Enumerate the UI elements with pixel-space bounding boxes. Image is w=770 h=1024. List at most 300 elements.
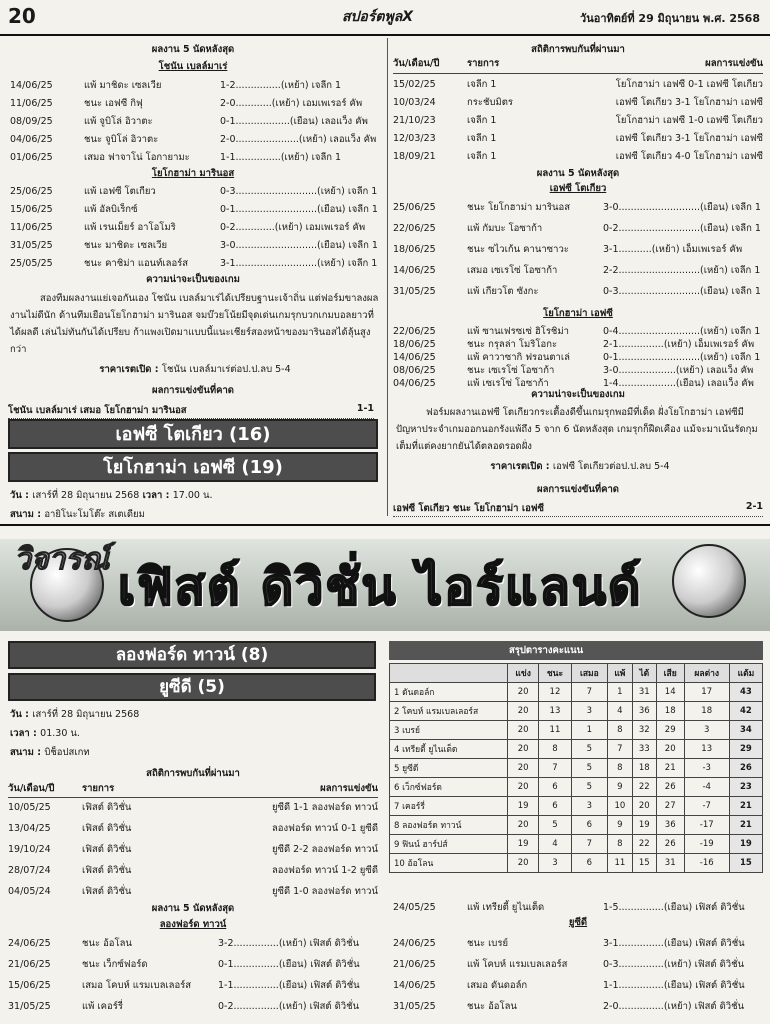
result-row [8, 976, 378, 996]
standings-cell: 23 [729, 778, 762, 797]
standings-title: สรุปตารางคะแนน [389, 641, 763, 660]
left-analysis-title: ความน่าจะเป็นของเกม [146, 274, 240, 285]
standings-row [390, 778, 763, 797]
result-row [393, 75, 763, 95]
result-team: ชนะ อ้อโลน [82, 938, 132, 949]
standings-cell: 18 [632, 759, 656, 778]
right-analysis-text: ฟอร์มผลงานเอฟซี โตเกียวกระเตื้องดีขึ้นเกมรุกพอมีที่เด็ด ฝั่งโยโกฮาม่า เอฟซีมีปัญหาประจำเกมออกนอกรังแพ้ถึง 5 จาก 6 นัดหลังสุด เกมรุกก็ฝืดเคือง แม้จะมาเน้นรัดกุมเต็มที่แต่คงยากยันได้ตลอดรอดฝั่ง [396, 407, 758, 452]
standings-cell: 13 [539, 702, 571, 721]
standings-cell: 20 [508, 854, 539, 873]
standings-cell: 21 [729, 816, 762, 835]
left-price: ราคาเรตเปิด : โชนัน เบลล์มาเร่ต่อป.ป.ลบ 5-4 [99, 364, 291, 375]
result-score: 0-1..................(เยือน) เลอแว็ง คัพ [220, 116, 368, 127]
result-row [393, 129, 763, 149]
standings-team: 7 เคอร์รี่ [390, 797, 508, 816]
result-score: 0-3...........................(เหย้า) เจลีก 1 [220, 186, 378, 197]
bottom-date: วัน : เสาร์ที่ 28 มิถุนายน 2568 [10, 709, 140, 720]
result-row [393, 934, 763, 954]
result-team: แพ้ เคอร์รี่ [82, 1001, 123, 1012]
right-h2h-head: วัน/เดือน/ปี รายการ ผลการแข่งขัน [393, 56, 763, 74]
standings-cell: 7 [608, 740, 633, 759]
result-team: ชนะ เบรย์ [467, 938, 509, 949]
result-date: 14/06/25 [393, 352, 436, 363]
result-date: 04/06/25 [393, 378, 436, 389]
standings-row [390, 835, 763, 854]
result-score: 2-0............(เหย้า) เอมเพเรอร์ คัพ [220, 98, 363, 109]
standings-cell: 15 [729, 854, 762, 873]
standings-row [390, 702, 763, 721]
right-predict: เอฟซี โตเกียว ชนะ โยโกฮาม่า เอฟซี 2-1 [393, 501, 763, 517]
standings-row [390, 816, 763, 835]
standings-cell: 20 [632, 797, 656, 816]
result-date: 18/06/25 [393, 339, 436, 350]
standings-cell: 32 [632, 721, 656, 740]
standings-cell: 20 [508, 740, 539, 759]
result-row [393, 93, 763, 113]
left-team-b: โยโกฮาม่า มารินอส [151, 168, 235, 179]
result-date: 24/06/25 [393, 938, 436, 949]
bottom-team-away: ยูซีดี (5) [8, 673, 376, 701]
result-team: แพ้ เกียวโต ซังกะ [467, 286, 539, 297]
result-row [10, 94, 376, 114]
result-row [10, 182, 376, 202]
standings-cell: 34 [729, 721, 762, 740]
result-date: 24/05/25 [393, 902, 436, 913]
right-analysis-title: ความน่าจะเป็นของเกม [531, 389, 625, 400]
standings-cell: 20 [508, 759, 539, 778]
left-analysis-text: สองทีมผลงานแย่เจอกันเอง โชนัน เบลล์มาเร่ได้เปรียบฐานะเจ้าถิ่น แต่ฟอร์มขาลงผลงานไม่ดีนัก ด้านทีมเยือนโยโกฮาม่า มารินอส จมบ๊วยโน้ยมีจุดเด่นเกมรุกบวกเกมบอลยาวที่ได้ผลดี เล่นไม่ทันกันได้เปรียบ ก้าแพงเปิดมาแบบนี้แนะเชียร์สองหน้าของมารินอสได้ลุ้นสูงกว่า [10, 293, 379, 355]
standings-cell: 3 [684, 721, 729, 740]
standings-cell: 31 [656, 854, 684, 873]
standings-row [390, 759, 763, 778]
standings-header-cell: ชนะ [539, 664, 571, 683]
bottom-time: เวลา : 01.30 น. [10, 728, 80, 739]
standings-cell: 20 [508, 721, 539, 740]
result-team: ชนะ เซเรโซ่ โอซาก้า [467, 365, 555, 376]
result-score: 1-1...............(เยือน) เฟิสต์ ดิวิชั่น [603, 980, 745, 991]
result-score: 2-1...............(เหย้า) เอ็มเพเรอร์ คัพ [603, 339, 755, 350]
right-h2h-title: สถิติการพบกันที่ผ่านมา [531, 44, 625, 55]
standings-cell: 29 [656, 721, 684, 740]
standings-cell: 36 [656, 816, 684, 835]
result-date: 15/02/25 [393, 79, 436, 90]
result-row [10, 218, 376, 238]
result-row [8, 798, 378, 818]
result-date: 12/03/23 [393, 133, 436, 144]
result-team: แพ้ เซเรโซ่ โอซาก้า [467, 378, 549, 389]
right-price: ราคาเรตเปิด : เอฟซี โตเกียวต่อป.ป.ลบ 5-4 [490, 461, 670, 472]
result-date: 31/05/25 [393, 1001, 436, 1012]
standings-cell: 11 [608, 854, 633, 873]
result-team: แพ้ จูบิโล่ อิวาตะ [84, 116, 153, 127]
result-score: 2-0...............(เหย้า) เฟิสต์ ดิวิชั่น [603, 1001, 745, 1012]
result-team: แพ้ เอฟซี โตเกียว [84, 186, 156, 197]
standings-cell: 3 [571, 702, 607, 721]
result-team: แพ้ มาชิดะ เซลเวีย [84, 80, 162, 91]
standings-table [389, 663, 763, 873]
bottom-h2h-head: วัน/เดือน/ปี รายการ ผลการแข่งขัน [8, 781, 378, 798]
result-team: ชนะ มาชิดะ เซลเวีย [84, 240, 168, 251]
standings-cell: 18 [684, 702, 729, 721]
standings-cell: -16 [684, 854, 729, 873]
result-score: 0-1...........................(เยือน) เจลีก 1 [220, 204, 378, 215]
bottom-team-home: ลองฟอร์ด ทาวน์ (8) [8, 641, 376, 669]
standings-cell: 6 [571, 816, 607, 835]
standings-cell: 4 [608, 702, 633, 721]
standings-cell: 1 [571, 721, 607, 740]
result-team: เฟิสต์ ดิวิชั่น [82, 865, 132, 876]
standings-cell: 19 [508, 835, 539, 854]
standings-cell: 18 [656, 702, 684, 721]
result-score: 0-3...........................(เยือน) เจลีก 1 [603, 286, 761, 297]
result-score: 0-1...............(เยือน) เฟิสต์ ดิวิชั่น [218, 959, 360, 970]
standings-cell: -19 [684, 835, 729, 854]
standings-cell: 9 [608, 778, 633, 797]
result-team: เฟิสต์ ดิวิชั่น [82, 886, 132, 897]
result-date: 04/06/25 [10, 134, 53, 145]
result-row [10, 76, 376, 96]
standings-cell: 11 [539, 721, 571, 740]
result-score: 1-5...............(เยือน) เฟิสต์ ดิวิชั่น [603, 902, 745, 913]
result-team: ชนะ กรุลล่า โมริโอกะ [467, 339, 558, 350]
standings-cell: 13 [684, 740, 729, 759]
standings-cell: 4 [539, 835, 571, 854]
standings-cell: 19 [508, 797, 539, 816]
result-team: เสมอ เซเรโซ่ โอซาก้า [467, 265, 558, 276]
result-team: เจลีก 1 [467, 133, 497, 144]
standings-cell: 3 [539, 854, 571, 873]
standings-header-cell: ได้ [632, 664, 656, 683]
result-team: เสมอ ดันดอล์ก [467, 980, 528, 991]
result-date: 13/04/25 [8, 823, 51, 834]
result-date: 10/03/24 [393, 97, 436, 108]
standings-cell: 5 [571, 778, 607, 797]
standings-header-cell: ผลต่าง [684, 664, 729, 683]
standings-team: 2 โคบห์ แรมเบลเลอร์ส [390, 702, 508, 721]
result-date: 31/05/25 [393, 286, 436, 297]
newspaper-logo: สปอร์ตพูลX [342, 9, 414, 25]
result-team: ชนะ คาชิม่า แอนท์เลอร์ส [84, 258, 189, 269]
result-score: 3-2...............(เหย้า) เฟิสต์ ดิวิชั่น [218, 938, 360, 949]
result-team: ชนะ เอฟซี กิฟุ [84, 98, 143, 109]
result-row [10, 236, 376, 256]
bottom-team-b: ยูซีดี [568, 917, 588, 928]
right-predict-title: ผลการแข่งขันที่คาด [537, 484, 619, 495]
standings-cell: 3 [571, 797, 607, 816]
standings-cell: 7 [571, 835, 607, 854]
standings-cell: 6 [539, 797, 571, 816]
result-team: ชนะ เว็กซ์ฟอร์ด [82, 959, 148, 970]
result-date: 15/06/25 [8, 980, 51, 991]
standings-team: 3 เบรย์ [390, 721, 508, 740]
result-row [8, 840, 378, 860]
standings-team: 4 เทรียตี้ ยูไนเต็ด [390, 740, 508, 759]
result-row [10, 200, 376, 220]
result-date: 25/05/25 [10, 258, 53, 269]
result-row [393, 219, 763, 239]
standings-cell: 15 [632, 854, 656, 873]
standings-row [390, 797, 763, 816]
standings-cell: 8 [608, 721, 633, 740]
bottom-team-a: ลองฟอร์ด ทาวน์ [159, 919, 227, 930]
left-team-a: โชนัน เบลล์มาเร่ [158, 61, 228, 72]
result-row [393, 240, 763, 260]
result-score: ลองฟอร์ด ทาวน์ 0-1 ยูซีดี [271, 823, 378, 834]
result-score: 0-2.............(เหย้า) เอมเพเรอร์ คัพ [220, 222, 366, 233]
result-score: ยูซีดี 1-1 ลองฟอร์ด ทาวน์ [271, 802, 378, 813]
standings-header-cell: แพ้ [608, 664, 633, 683]
standings-cell: 5 [571, 759, 607, 778]
standings-cell: 20 [508, 816, 539, 835]
result-team: ชนะ อ้อโลน [467, 1001, 517, 1012]
result-date: 25/06/25 [10, 186, 53, 197]
result-row [8, 882, 378, 902]
result-team: กระชับมิตร [467, 97, 513, 108]
result-row [8, 955, 378, 975]
left-last5-title: ผลงาน 5 นัดหลังสุด [151, 44, 235, 55]
standings-cell: 22 [632, 835, 656, 854]
result-date: 25/06/25 [393, 202, 436, 213]
standings-team: 5 ยูซีดี [390, 759, 508, 778]
result-score: ยูซีดี 1-0 ลองฟอร์ด ทาวน์ [271, 886, 378, 897]
standings-header-cell: เสีย [656, 664, 684, 683]
result-date: 19/10/24 [8, 844, 51, 855]
standings-cell: 8 [539, 740, 571, 759]
result-row [10, 112, 376, 132]
result-row [393, 976, 763, 996]
standings-cell: 26 [656, 778, 684, 797]
result-score: 2-2...........................(เหย้า) เจลีก 1 [603, 265, 761, 276]
standings-cell: -3 [684, 759, 729, 778]
standings-cell: 9 [608, 816, 633, 835]
result-date: 08/09/25 [10, 116, 53, 127]
result-row [8, 819, 378, 839]
result-date: 14/06/25 [393, 980, 436, 991]
result-date: 10/05/25 [8, 802, 51, 813]
standings-row [390, 683, 763, 702]
standings-cell: 12 [539, 683, 571, 702]
match-venue: สนาม : อายิโนะโมโต๊ะ สเตเดียม [10, 509, 145, 520]
result-date: 18/06/25 [393, 244, 436, 255]
standings-team: 9 ฟินน์ ฮาร์ปส์ [390, 835, 508, 854]
standings-row [390, 740, 763, 759]
result-team: เฟิสต์ ดิวิชั่น [82, 823, 132, 834]
standings-cell: -17 [684, 816, 729, 835]
result-score: เอฟซี โตเกียว 3-1 โยโกฮาม่า เอฟซี [615, 133, 763, 144]
banner-subtitle: วิจารณ์ [14, 542, 110, 577]
result-date: 11/06/25 [10, 98, 53, 109]
result-score: เอฟซี โตเกียว 3-1 โยโกฮาม่า เอฟซี [615, 97, 763, 108]
result-date: 15/06/25 [10, 204, 53, 215]
result-team: เจลีก 1 [467, 151, 497, 162]
standings-cell: 1 [608, 683, 633, 702]
result-score: 3-0...........................(เยือน) เจลีก 1 [603, 202, 761, 213]
result-score: 0-4...........................(เหย้า) เจลีก 1 [603, 326, 761, 337]
football-icon-right [672, 544, 746, 618]
result-team: แพ้ ซานเฟรซเซ่ ฮิโรชิม่า [467, 326, 569, 337]
issue-date: วันอาทิตย์ที่ 29 มิถุนายน พ.ศ. 2568 [580, 12, 760, 25]
result-score: 0-1...........................(เหย้า) เจลีก 1 [603, 352, 761, 363]
result-team: เฟิสต์ ดิวิชั่น [82, 802, 132, 813]
result-score: 2-0.....................(เหย้า) เลอแว็ง คัพ [220, 134, 377, 145]
result-score: 3-1...........(เหย้า) เอ็มเพเรอร์ คัพ [603, 244, 743, 255]
result-team: เสมอ โคบห์ แรมเบลเลอร์ส [82, 980, 192, 991]
result-row [393, 997, 763, 1017]
result-team: แพ้ กัมบะ โอซาก้า [467, 223, 543, 234]
standings-team: 8 ลองฟอร์ด ทาวน์ [390, 816, 508, 835]
result-date: 22/06/25 [393, 223, 436, 234]
standings-header-cell: แต้ม [729, 664, 762, 683]
result-date: 28/07/24 [8, 865, 51, 876]
result-row [8, 934, 378, 954]
result-row [8, 861, 378, 881]
result-score: โยโกฮาม่า เอฟซี 0-1 เอฟซี โตเกียว [615, 79, 763, 90]
standings-cell: 20 [508, 778, 539, 797]
standings-cell: 20 [656, 740, 684, 759]
result-date: 31/05/25 [8, 1001, 51, 1012]
standings-row [390, 721, 763, 740]
result-team: แพ้ เทรียตี้ ยูไนเต็ด [467, 902, 545, 913]
result-score: 1-1...............(เยือน) เฟิสต์ ดิวิชั่น [218, 980, 360, 991]
standings-cell: 42 [729, 702, 762, 721]
result-score: เอฟซี โตเกียว 4-0 โยโกฮาม่า เอฟซี [615, 151, 763, 162]
result-date: 11/06/25 [10, 222, 53, 233]
standings-cell: -4 [684, 778, 729, 797]
standings-cell: 19 [729, 835, 762, 854]
standings-cell: 27 [656, 797, 684, 816]
result-team: ชนะ ซไวเก้น คานาซาวะ [467, 244, 569, 255]
result-row [10, 254, 376, 274]
bottom-last5-title: ผลงาน 5 นัดหลังสุด [151, 903, 235, 914]
standings-cell: 6 [571, 854, 607, 873]
standings-cell: 26 [729, 759, 762, 778]
result-row [393, 198, 763, 218]
page-number: 20 [8, 4, 36, 28]
result-team: เสมอ ฟาจาโน่ โอกายามะ [84, 152, 190, 163]
result-row [10, 148, 376, 168]
standings-header-cell: เสมอ [571, 664, 607, 683]
result-date: 21/06/25 [8, 959, 51, 970]
standings-cell: 7 [571, 683, 607, 702]
result-date: 18/09/21 [393, 151, 436, 162]
result-row [8, 997, 378, 1017]
left-predict: โชนัน เบลล์มาเร่ เสมอ โยโกฮาม่า มารินอส 1-1 [8, 403, 374, 419]
standings-cell: -7 [684, 797, 729, 816]
standings-cell: 20 [508, 683, 539, 702]
result-score: ยูซีดี 2-2 ลองฟอร์ด ทาวน์ [271, 844, 378, 855]
result-team: เจลีก 1 [467, 115, 497, 126]
standings-cell: 6 [539, 778, 571, 797]
standings-cell: 7 [539, 759, 571, 778]
result-date: 22/06/25 [393, 326, 436, 337]
result-team: แพ้ เรนเม็ยร์ อาโอโมริ [84, 222, 176, 233]
standings-cell: 5 [539, 816, 571, 835]
result-team: ชนะ จูบิโล่ อิวาตะ [84, 134, 159, 145]
result-score: 1-2...............(เหย้า) เจลีก 1 [220, 80, 342, 91]
standings-cell: 14 [656, 683, 684, 702]
result-team: ชนะ โยโกฮาม่า มารินอส [467, 202, 571, 213]
result-team: แพ้ อัลบิเร็กซ์ [84, 204, 138, 215]
result-date: 04/05/24 [8, 886, 51, 897]
result-date: 21/10/23 [393, 115, 436, 126]
standings-cell: 10 [608, 797, 633, 816]
result-team: แพ้ โคบห์ แรมเบลเลอร์ส [467, 959, 568, 970]
standings-cell: 8 [608, 835, 633, 854]
match-team-away: โยโกฮาม่า เอฟซี (19) [8, 452, 378, 482]
result-row [393, 147, 763, 167]
result-date: 31/05/25 [10, 240, 53, 251]
result-row [393, 282, 763, 302]
result-date: 14/06/25 [393, 265, 436, 276]
result-team: เฟิสต์ ดิวิชั่น [82, 844, 132, 855]
standings-cell: 29 [729, 740, 762, 759]
result-team: เจลีก 1 [467, 79, 497, 90]
result-score: 0-2...............(เหย้า) เฟิสต์ ดิวิชั่น [218, 1001, 360, 1012]
right-team-a: เอฟซี โตเกียว [549, 183, 607, 194]
standings-cell: 26 [656, 835, 684, 854]
result-date: 21/06/25 [393, 959, 436, 970]
result-score: 3-0...................(เหย้า) เลอแว็ง คัพ [603, 365, 754, 376]
result-row [393, 261, 763, 281]
result-date: 08/06/25 [393, 365, 436, 376]
right-team-b: โยโกฮาม่า เอฟซี [543, 308, 613, 319]
standings-cell: 8 [608, 759, 633, 778]
result-score: 0-2...........................(เยือน) เจลีก 1 [603, 223, 761, 234]
result-date: 24/06/25 [8, 938, 51, 949]
standings-cell: 20 [508, 702, 539, 721]
result-score: 3-1...............(เยือน) เฟิสต์ ดิวิชั่น [603, 938, 745, 949]
standings-cell: 5 [571, 740, 607, 759]
left-predict-title: ผลการแข่งขันที่คาด [152, 385, 234, 396]
standings-team: 1 ดันดอล์ก [390, 683, 508, 702]
standings-cell: 43 [729, 683, 762, 702]
result-score: ลองฟอร์ด ทาวน์ 1-2 ยูซีดี [271, 865, 378, 876]
result-row [393, 111, 763, 131]
standings-cell: 36 [632, 702, 656, 721]
result-score: 0-3...............(เหย้า) เฟิสต์ ดิวิชั่น [603, 959, 745, 970]
standings-cell: 19 [632, 816, 656, 835]
result-score: 3-1...........................(เหย้า) เจลีก 1 [220, 258, 378, 269]
standings-cell: 33 [632, 740, 656, 759]
standings-row [390, 854, 763, 873]
result-score: โยโกฮาม่า เอฟซี 1-0 เอฟซี โตเกียว [615, 115, 763, 126]
bottom-h2h-title: สถิติการพบกันที่ผ่านมา [146, 768, 240, 779]
column-divider [387, 38, 388, 516]
right-last5-title: ผลงาน 5 นัดหลังสุด [536, 168, 620, 179]
result-date: 14/06/25 [10, 80, 53, 91]
result-date: 01/06/25 [10, 152, 53, 163]
result-row [393, 955, 763, 975]
match-team-home: เอฟซี โตเกียว (16) [8, 419, 378, 449]
result-score: 1-4...................(เยือน) เลอแว็ง คัพ [603, 378, 754, 389]
result-score: 3-0...........................(เยือน) เจลีก 1 [220, 240, 378, 251]
standings-team: 6 เว็กซ์ฟอร์ด [390, 778, 508, 797]
banner-title: เฟิสต์ ดิวิชั่น ไอร์แลนด์ [118, 558, 643, 616]
standings-cell: 17 [684, 683, 729, 702]
standings-cell: 21 [729, 797, 762, 816]
standings-header-cell [390, 664, 508, 683]
section-divider [0, 524, 770, 526]
standings-header-row [390, 664, 763, 683]
standings-cell: 31 [632, 683, 656, 702]
standings-header-cell: แข่ง [508, 664, 539, 683]
result-row [10, 130, 376, 150]
match-date: วัน : เสาร์ที่ 28 มิถุนายน 2568 เวลา : 17.00 น. [10, 490, 213, 501]
bottom-venue: สนาม : บิช็อปสเกท [10, 747, 90, 758]
standings-cell: 22 [632, 778, 656, 797]
result-score: 1-1...............(เหย้า) เจลีก 1 [220, 152, 342, 163]
standings-team: 10 อ้อโลน [390, 854, 508, 873]
